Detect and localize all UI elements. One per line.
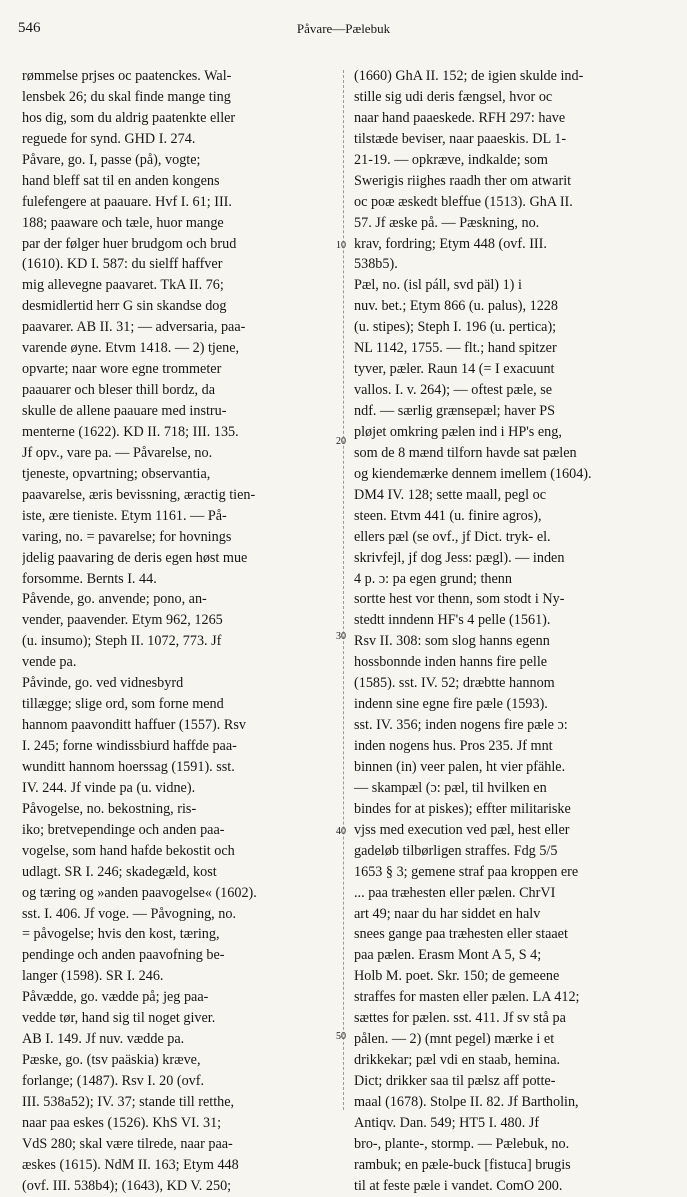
text-line: = påvogelse; hvis den kost, tæring,: [22, 926, 220, 943]
line-number-50: 50: [336, 1031, 346, 1042]
text-line: pløjet omkring pælen ind i HP's eng,: [354, 423, 562, 440]
text-line: Holb M. poet. Skr. 150; de gemeene: [354, 968, 560, 985]
text-line: Jf opv., vare pa. — Påvarelse, no.: [22, 444, 213, 461]
text-line: vjss med execution ved pæl, hest eller: [354, 821, 570, 838]
text-line: som de 8 mænd tilforn havde sat pælen: [354, 444, 577, 461]
text-line: vender, paavender. Etym 962, 1265: [22, 612, 223, 629]
text-line: Pæl, no. (isl páll, svd päl) 1) i: [354, 277, 522, 294]
text-line: naar paa eskes (1526). KhS VI. 31;: [22, 1114, 222, 1131]
text-line: fulefengere at paauare. Hvf I. 61; III.: [22, 193, 232, 210]
text-line: forlange; (1487). Rsv I. 20 (ovf.: [22, 1073, 205, 1089]
text-line: og tæring og »anden paavogelse« (1602).: [22, 884, 257, 901]
text-line: tillægge; slige ord, som forne mend: [22, 696, 224, 713]
text-line: opvarte; naar wore egne trommeter: [22, 361, 222, 378]
text-line: pendinge och anden paavofning be-: [22, 947, 225, 964]
text-line: varing, no. = pavarelse; for hovnings: [22, 528, 232, 545]
text-line: paa pælen. Erasm Mont A 5, S 4;: [354, 947, 542, 964]
line-number-20: 20: [336, 436, 346, 447]
text-line: mig allevegne paavaret. TkA II. 76;: [22, 277, 224, 294]
text-line: I. 245; forne windissbiurd haffde paa-: [22, 738, 237, 754]
text-line: binnen (in) veer palen, ht vier pfähle.: [354, 758, 566, 775]
text-line: bro-, plante-, stormp. — Pælebuk, no.: [354, 1135, 570, 1152]
text-line: inden nogens hus. Pros 235. Jf mnt: [354, 738, 553, 754]
text-line: bindes for at piskes); effter militariske: [354, 800, 571, 817]
text-line: III. 538a52); IV. 37; stande till retthe,: [22, 1093, 235, 1110]
text-line: paavarelse, æris bevissning, æractig tien-: [22, 486, 256, 503]
text-line: indenn sine egne fire pæle (1593).: [354, 696, 548, 713]
text-line: 1653 § 3; gemene straf paa kroppen ere: [354, 863, 579, 880]
line-number-10: 10: [336, 240, 346, 251]
page-number: 546: [18, 20, 41, 36]
text-line: DM4 IV. 128; sette maall, pegl oc: [354, 486, 547, 503]
text-line: NL 1142, 1755. — flt.; hand spitzer: [354, 340, 557, 357]
text-line: Pæske, go. (tsv paäskia) kræve,: [22, 1052, 201, 1069]
text-line: udlagt. SR I. 246; skadegæld, kost: [22, 863, 217, 880]
text-line: (ovf. III. 538b4); (1643), KD V. 250;: [22, 1177, 232, 1194]
text-line: krav, fordring; Etym 448 (ovf. III.: [354, 235, 547, 252]
text-line: skrivfejl, jf dog Jess: pægl). — inden: [354, 549, 565, 566]
text-line: varende øyne. Etvm 1418. — 2) tjene,: [22, 340, 240, 357]
text-line: pålen. — 2) (mnt pegel) mærke i et: [354, 1031, 555, 1048]
text-line: sst. IV. 356; inden nogens fire pæle ɔ:: [354, 717, 568, 734]
text-line: steen. Etvm 441 (u. finire agros),: [354, 507, 542, 524]
text-line: 188; paaware och tæle, huor mange: [22, 214, 224, 231]
text-line: hand bleff sat til en anden kongens: [22, 172, 220, 189]
text-line: vende pa.: [22, 654, 77, 671]
text-line: ... paa træhesten eller pælen. ChrVI: [354, 884, 556, 901]
text-line: VdS 280; skal være tilrede, naar paa-: [22, 1135, 233, 1152]
text-line: stille sig udi deris fængsel, hvor oc: [354, 88, 553, 105]
text-line: (u. insumo); Steph II. 1072, 773. Jf: [22, 633, 222, 650]
text-line: maal (1678). Stolpe II. 82. Jf Bartholin,: [354, 1093, 579, 1110]
text-line: Swerigis riighes raadh ther om atwarit: [354, 172, 572, 189]
text-line: Antiqv. Dan. 549; HT5 I. 480. Jf: [354, 1114, 540, 1131]
text-line: sortte hest vor thenn, som stodt i Ny-: [354, 591, 565, 608]
text-line: 4 p. ɔ: pa egen grund; thenn: [354, 570, 512, 587]
text-line: (1610). KD I. 587: du sielff haffver: [22, 256, 223, 273]
text-line: drikkekar; pæl vdi en staab, hemina.: [354, 1052, 561, 1069]
text-line: til at feste pæle i vandet. ComO 200.: [354, 1177, 563, 1194]
text-line: ellers pæl (se ovf., jf Dict. tryk- el.: [354, 528, 551, 545]
page-header: [18, 20, 669, 40]
text-line: sættes for pælen. sst. 411. Jf sv stå pa: [354, 1010, 566, 1027]
text-line: IV. 244. Jf vinde pa (u. vidne).: [22, 779, 196, 796]
text-line: paauarer och bleser thill bordz, da: [22, 382, 216, 399]
text-line: (u. stipes); Steph I. 196 (u. pertica);: [354, 319, 557, 336]
running-head: Påvare—Pælebuk: [296, 21, 391, 36]
text-line: og kiendemærke dennem imellem (1604).: [354, 465, 592, 482]
text-line: — skampæl (ɔ: pæl, til hvilken en: [354, 779, 547, 796]
text-line: stedtt inndenn HF's 4 pelle (1561).: [354, 612, 551, 629]
text-line: lensbek 26; du skal finde mange ting: [22, 88, 231, 105]
left-column: [22, 66, 335, 1197]
text-line: iko; bretvependinge och anden paa-: [22, 821, 225, 838]
text-line: art 49; naar du har siddet en halv: [354, 905, 541, 922]
text-line: tyver, pæler. Raun 14 (= I exacuunt: [354, 361, 555, 378]
line-number-30: 30: [336, 631, 346, 642]
text-line: tilstæde beviser, naar paaeskis. DL 1-: [354, 130, 567, 147]
text-line: iste, ære tieniste. Etym 1161. — På-: [22, 507, 227, 524]
text-line: rambuk; en pæle-buck [fistuca] brugis: [354, 1156, 571, 1173]
text-line: AB I. 149. Jf nuv. vædde pa.: [22, 1031, 185, 1048]
text-line: par der følger huer brudgom och brud: [22, 235, 237, 252]
text-line: Dict; drikker saa til pælsz aff potte-: [354, 1073, 556, 1089]
text-line: forsomme. Bernts I. 44.: [22, 570, 157, 587]
text-line: naar hand paaeskede. RFH 297: have: [354, 109, 566, 126]
text-line: menterne (1622). KD II. 718; III. 135.: [22, 423, 239, 440]
text-line: hossbonnde inden hanns fire pelle: [354, 654, 548, 671]
text-line: nuv. bet.; Etym 866 (u. palus), 1228: [354, 298, 558, 315]
text-line: æskes (1615). NdM II. 163; Etym 448: [22, 1156, 239, 1173]
text-line: 21-19. — opkræve, indkalde; som: [354, 151, 548, 168]
text-line: (1660) GhA II. 152; de igien skulde ind-: [354, 68, 584, 84]
text-line: tjeneste, opvartning; observantia,: [22, 465, 211, 482]
text-line: jdelig paavaring de deris egen høst mue: [22, 549, 248, 566]
text-line: 538b5).: [354, 256, 398, 273]
text-line: reguede for synd. GHD I. 274.: [22, 130, 196, 147]
text-line: snees gange paa træhesten eller staaet: [354, 926, 568, 943]
text-line: hos dig, som du aldrig paatenkte eller: [22, 109, 236, 126]
text-line: rømmelse prjses oc paatenckes. Wal-: [22, 68, 232, 84]
line-number-40: 40: [336, 826, 346, 837]
text-line: Påvædde, go. vædde på; jeg paa-: [22, 989, 209, 1006]
text-line: sst. I. 406. Jf voge. — Påvogning, no.: [22, 905, 236, 922]
text-line: hannom paavonditt haffuer (1557). Rsv: [22, 717, 246, 734]
text-line: ndf. — særlig grænsepæl; haver PS: [354, 403, 555, 419]
text-line: Påvare, go. I, passe (på), vogte;: [22, 151, 201, 168]
text-line: gadeløb tilbørligen straffes. Fdg 5/5: [354, 842, 558, 859]
text-line: Rsv II. 308: som slog hanns egenn: [354, 633, 550, 650]
text-line: Påvogelse, no. bekostning, ris-: [22, 800, 197, 817]
text-line: vogelse, som hand hafde bekostit och: [22, 842, 235, 859]
text-line: langer (1598). SR I. 246.: [22, 968, 164, 985]
text-line: straffes for masten eller pælen. LA 412;: [354, 989, 580, 1006]
text-line: (1585). sst. IV. 52; dræbtte hannom: [354, 675, 555, 692]
text-line: 57. Jf æske på. — Pæskning, no.: [354, 214, 540, 231]
text-line: wunditt hannom hoerssag (1591). sst.: [22, 758, 235, 775]
text-line: Påvende, go. anvende; pono, an-: [22, 591, 207, 608]
right-column: [354, 66, 667, 1197]
column-divider: [343, 70, 344, 1110]
text-line: Påvinde, go. ved vidnesbyrd: [22, 675, 184, 692]
text-line: vallos. I. v. 264); — oftest pæle, se: [354, 382, 553, 399]
text-line: desmidlertid herr G sin skandse dog: [22, 298, 227, 315]
text-line: paavarer. AB II. 31; — adversaria, paa-: [22, 319, 246, 336]
text-line: oc poæ æskedt bleffue (1513). GhA II.: [354, 193, 573, 210]
text-line: skulle de allene paauare med instru-: [22, 403, 227, 419]
text-line: vedde tør, hand sig til noget giver.: [22, 1010, 216, 1027]
